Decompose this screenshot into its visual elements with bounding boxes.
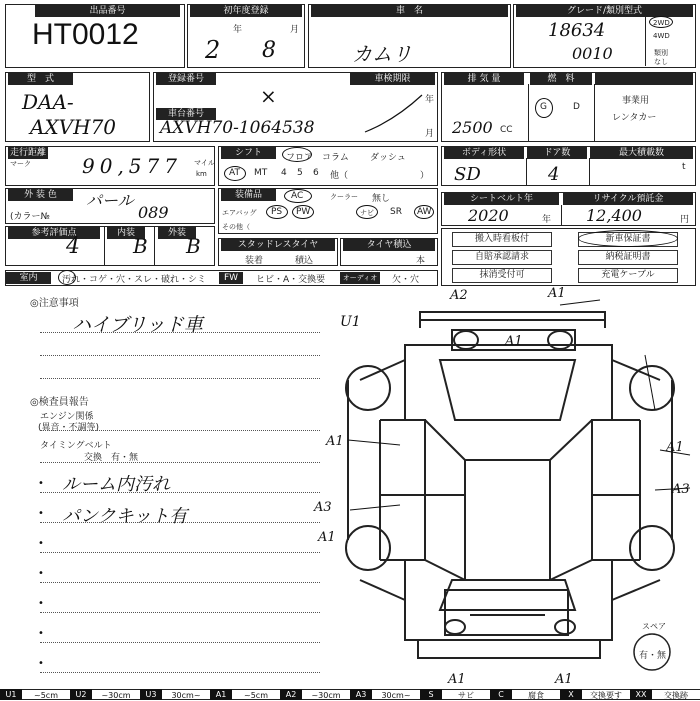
fuel-header: 燃 料 <box>530 73 592 85</box>
color-header: 外 装 色 <box>8 189 73 201</box>
legend-value-xx: 交換跡 <box>652 689 700 700</box>
legend-value-a1: ~5cm <box>232 689 280 700</box>
doc-signboard: 搬入時看板付 <box>452 232 552 247</box>
shift-floor: フロア <box>286 153 314 163</box>
doc-tax: 納税証明書 <box>578 250 678 265</box>
fuel-biz: 事業用 <box>622 96 650 106</box>
equipment-cooler: クーラー <box>330 193 358 201</box>
audio-label: オーディオ <box>340 272 380 284</box>
damage-mark-a1-front-right: A1 <box>548 286 566 301</box>
equipment-aw: AW <box>417 207 432 217</box>
damage-mark-a1-rear-right: A1 <box>555 672 573 687</box>
interior-label: 室内 <box>6 272 51 284</box>
notes-mark: U1 <box>340 314 361 330</box>
equipment-sr: SR <box>390 207 402 217</box>
car-name-value: カムリ <box>352 42 412 66</box>
bullet-1: • <box>38 478 44 489</box>
notes-header: ◎注意事項 <box>30 298 79 309</box>
studless-opt2: 積込 <box>295 256 314 266</box>
grade-line1: 18634 <box>548 20 606 41</box>
legend-key-u1: U1 <box>0 689 22 700</box>
color-code: 089 <box>138 203 169 222</box>
shift-gear-other: 他（ <box>330 171 349 181</box>
damage-mark-a1-right-front: A1 <box>666 440 684 455</box>
eval-int-value: B <box>133 234 148 258</box>
legend-value-c: 腐食 <box>512 689 560 700</box>
recycle-unit: 円 <box>680 215 690 225</box>
doc-warranty: 新車保証書 <box>578 232 678 247</box>
recycle-value: 12,400 <box>586 206 642 225</box>
car-name-header: 車 名 <box>311 5 508 17</box>
damage-mark-a1-hood: A1 <box>505 334 523 349</box>
seatbelt-unit: 年 <box>542 215 552 225</box>
loading-unit: t <box>682 162 686 172</box>
grade-line2: 0010 <box>572 44 613 63</box>
grade-class: 類別 <box>654 49 668 57</box>
fuel-d: D <box>573 102 580 112</box>
fuel-g: G <box>540 102 547 112</box>
studless-header: スタッドレスタイヤ <box>221 239 335 251</box>
first-reg-year-label: 年 <box>233 25 243 35</box>
interior-text: 汚れ・コゲ・穴・スレ・破れ・シミ <box>62 275 207 285</box>
eval-ref-header: 参考評価点 <box>8 227 100 239</box>
doors-header: ドア数 <box>527 147 587 159</box>
legend-key-a3: A3 <box>350 689 372 700</box>
inspection-strike <box>360 90 430 135</box>
legend-value-u2: ~30cm <box>92 689 140 700</box>
bullet-7: • <box>38 658 44 669</box>
loading-header: 最大積載数 <box>590 147 693 159</box>
bullet-5: • <box>38 598 44 609</box>
damage-mark-a3-left: A3 <box>314 500 332 515</box>
shift-gear-6: 6 <box>313 168 319 178</box>
inspector-engine-sub: (異音・不調等) <box>38 423 100 433</box>
tire-load-value: 本 <box>416 256 426 266</box>
damage-mark-a1-left-front: A1 <box>326 434 344 449</box>
shift-gear-end: ） <box>420 171 430 181</box>
legend-key-c: C <box>490 689 512 700</box>
lot-number-value: HT0012 <box>32 18 139 51</box>
eval-ext-value: B <box>186 234 201 258</box>
eval-ext-header: 外装 <box>158 227 196 239</box>
doors-value: 4 <box>548 164 560 185</box>
model-line2: AXVH70 <box>30 115 117 139</box>
recycle-header: リサイクル預託金 <box>563 193 693 205</box>
displacement-unit: CC <box>500 125 513 135</box>
registration-value: × <box>260 84 277 108</box>
displacement-value: 2500 <box>452 118 493 137</box>
fw-label: FW <box>219 272 243 284</box>
first-reg-year: 2 <box>205 36 221 64</box>
damage-mark-a2-front: A2 <box>450 288 468 303</box>
tire-load-header: タイヤ積込 <box>343 239 435 251</box>
doc-cable: 充電ケーブル <box>578 268 678 283</box>
model-header: 型 式 <box>8 73 73 85</box>
equipment-navi: ナビ <box>360 209 374 217</box>
equipment-header: 装備品 <box>221 189 276 201</box>
equipment-ac: AC <box>291 191 304 201</box>
equipment-pw: PW <box>296 207 311 217</box>
eval-int-header: 内装 <box>107 227 145 239</box>
damage-mark-a1-rear-left: A1 <box>448 672 466 687</box>
color-value: パール <box>86 191 134 210</box>
grade-none: なし <box>654 58 668 66</box>
legend-value-a2: ~30cm <box>302 689 350 700</box>
studless-opt1: 装着 <box>245 256 264 266</box>
mileage-unit-km: km <box>196 170 207 178</box>
mileage-value: 90,577 <box>82 154 182 178</box>
damage-mark-u1 <box>660 420 661 421</box>
shift-floor-circle <box>282 147 312 162</box>
legend-value-u1: ~5cm <box>22 689 70 700</box>
shift-header: シフト <box>221 147 276 159</box>
inspector-engine: エンジン関係 <box>40 412 94 422</box>
legend-value-u3: 30cm~ <box>162 689 210 700</box>
eval-ref-value: 4 <box>66 234 80 259</box>
registration-header: 登録番号 <box>156 73 216 85</box>
notes-line1: ハイブリッド車 <box>72 314 203 336</box>
shift-gear-4: 4 <box>281 168 287 178</box>
body-value: SD <box>454 164 481 185</box>
inspector-item1: ルーム内汚れ <box>62 474 170 495</box>
inspection-header: 車検期限 <box>350 73 435 85</box>
shift-at: AT <box>229 168 240 178</box>
inspector-timing-sub: 交換 有・無 <box>84 453 139 463</box>
legend-value-a3: 30cm~ <box>372 689 420 700</box>
chassis-header: 車台番号 <box>156 108 216 120</box>
legend-key-s: S <box>420 689 442 700</box>
legend-value-s: サビ <box>442 689 490 700</box>
inspection-year-label: 年 <box>425 95 435 105</box>
first-reg-month: 8 <box>262 38 276 63</box>
spare-label: スペア <box>642 622 666 631</box>
legend-key-a1: A1 <box>210 689 232 700</box>
legend-key-u3: U3 <box>140 689 162 700</box>
fuel-rent: レンタカー <box>612 113 657 123</box>
shift-dash: ダッシュ <box>370 153 406 163</box>
legend-value-x: 交換要す <box>582 689 630 700</box>
seatbelt-value: 2020 <box>468 206 509 225</box>
bullet-3: • <box>38 538 44 549</box>
damage-mark-a3-right: A3 <box>672 482 690 497</box>
equipment-ps: PS <box>271 207 283 217</box>
fw-text: ヒビ・A・交換要 <box>256 275 326 285</box>
fuel-extra-header <box>595 73 693 85</box>
grade-2wd: 2WD <box>653 19 670 27</box>
legend-key-x: X <box>560 689 582 700</box>
interior-stain-circle <box>58 270 76 285</box>
bullet-4: • <box>38 568 44 579</box>
grade-header: グレード/類別型式 <box>516 5 693 17</box>
spare-opt: 有・無 <box>639 651 667 661</box>
mileage-unit-mile: マイル <box>194 159 215 167</box>
grade-2wd-circle <box>649 16 673 28</box>
chassis-value: AXVH70-1064538 <box>160 118 315 138</box>
inspector-item2: パンクキット有 <box>62 506 188 527</box>
displacement-header: 排 気 量 <box>444 73 524 85</box>
first-reg-month-label: 月 <box>290 25 300 35</box>
legend-key-xx: XX <box>630 689 652 700</box>
model-line1: DAA- <box>22 90 74 114</box>
bullet-2: • <box>38 508 44 519</box>
equipment-none: 無し <box>372 194 391 204</box>
equipment-airbag: エアバッグ <box>222 209 257 217</box>
body-header: ボディ形状 <box>444 147 524 159</box>
mileage-header: 走行距離 <box>9 148 46 158</box>
first-registration-header: 初年度登録 <box>190 5 302 17</box>
grade-4wd: 4WD <box>653 32 670 40</box>
inspection-month-label: 月 <box>425 129 435 139</box>
doc-warranty-circle <box>578 230 678 247</box>
shift-column: コラム <box>322 153 349 163</box>
shift-gear-5: 5 <box>297 168 303 178</box>
seatbelt-header: シートベルト年 <box>444 193 559 205</box>
inspector-timing: タイミングベルト <box>40 441 112 451</box>
shift-mt: MT <box>254 168 268 178</box>
inspector-header: ◎検査員報告 <box>30 397 89 408</box>
damage-mark-a1-left-rear: A1 <box>318 530 336 545</box>
doc-insurance: 自賠承認請求 <box>452 250 552 265</box>
audio-text: 欠・穴 <box>392 275 420 285</box>
equipment-other: その他（ <box>222 223 250 231</box>
mileage-mark-label: マーク <box>10 160 31 168</box>
color-code-label: (カラー№ <box>10 212 50 222</box>
lot-number-header: 出品番号 <box>35 5 180 17</box>
bullet-6: • <box>38 628 44 639</box>
doc-cancel: 抹消受付可 <box>452 268 552 283</box>
legend-key-a2: A2 <box>280 689 302 700</box>
legend-key-u2: U2 <box>70 689 92 700</box>
